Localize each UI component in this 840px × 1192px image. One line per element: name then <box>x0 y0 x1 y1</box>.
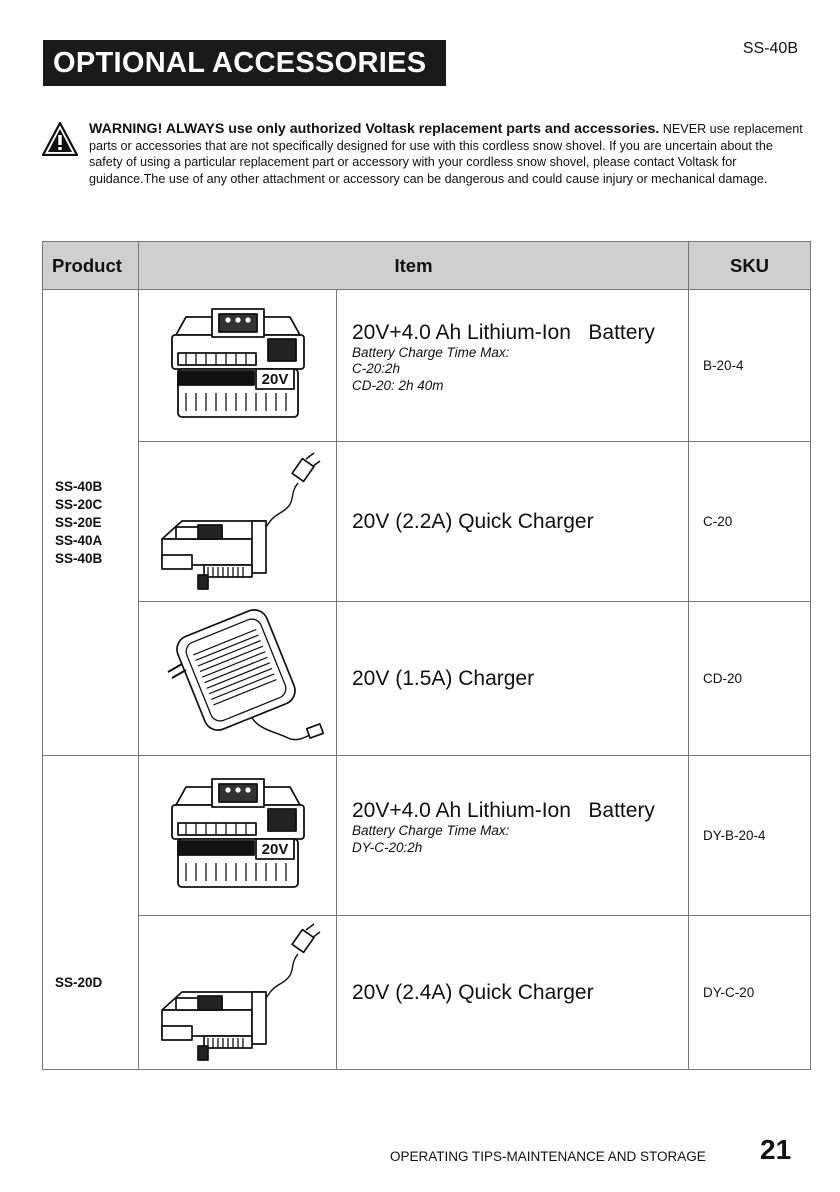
item-name: 20V (2.4A) Quick Charger <box>352 980 594 1004</box>
item-sku: C-20 <box>689 442 811 602</box>
warning-text <box>89 121 809 187</box>
model-name: SS-20D <box>55 974 103 990</box>
page-title: OPTIONAL ACCESSORIES <box>43 40 446 86</box>
header-item: Item <box>139 242 689 290</box>
model-name: SS-40A <box>55 532 103 548</box>
battery-voltage-label: 20V <box>261 840 288 858</box>
product-models <box>43 756 139 1070</box>
battery-voltage-label: 20V <box>261 370 288 388</box>
item-description <box>337 602 689 756</box>
item-image <box>139 442 337 602</box>
table-row <box>43 602 811 756</box>
quick-charger-icon <box>148 918 328 1068</box>
table-header-row <box>43 242 811 290</box>
item-description <box>337 756 689 916</box>
item-name: 20V+4.0 Ah Lithium-Ion Battery <box>352 799 655 822</box>
wall-charger-icon <box>148 606 328 752</box>
quick-charger-icon <box>148 447 328 597</box>
model-name: SS-40B <box>55 478 103 494</box>
item-image <box>139 290 337 442</box>
item-detail: CD-20: 2h 40m <box>352 377 444 393</box>
item-detail: Battery Charge Time Max: <box>352 823 510 838</box>
item-sku: B-20-4 <box>689 290 811 442</box>
table-row <box>43 290 811 442</box>
accessories-table <box>42 241 811 1070</box>
item-image <box>139 756 337 916</box>
model-code: SS-40B <box>742 40 798 57</box>
model-name: SS-20C <box>55 496 103 512</box>
model-name: SS-20E <box>55 514 102 530</box>
item-sku: CD-20 <box>689 602 811 756</box>
battery-icon <box>164 305 312 427</box>
battery-icon <box>164 775 312 897</box>
item-sku: DY-C-20 <box>689 916 811 1070</box>
item-name: 20V+4.0 Ah Lithium-Ion Battery <box>352 320 655 344</box>
item-description <box>337 916 689 1070</box>
table-row <box>43 756 811 916</box>
item-description <box>337 442 689 602</box>
item-name: 20V (2.2A) Quick Charger <box>352 509 594 533</box>
page-number: 21 <box>760 1134 792 1165</box>
header-sku: SKU <box>689 242 811 290</box>
item-image <box>139 602 337 756</box>
item-detail: Battery Charge Time Max: <box>352 344 510 360</box>
model-name: SS-40B <box>55 550 103 566</box>
footer-section: OPERATING TIPS-MAINTENANCE AND STORAGE <box>390 1149 706 1164</box>
product-models <box>43 290 139 756</box>
table-row <box>43 916 811 1070</box>
header-product: Product <box>43 242 139 290</box>
item-image <box>139 916 337 1070</box>
item-description <box>337 290 689 442</box>
warning-body: NEVER use replacement parts or accessories that are not specifically designed for use with this cordless snow shovel. If you are uncertain about the safety of using a particular replacement part or accessory with your cordless snow shovel, please contact Voltask for guidance.The use of any other attachment or accessory can be dangerous and could cause injury or mechanical damage. <box>89 122 803 186</box>
item-name: 20V (1.5A) Charger <box>352 666 535 690</box>
item-sku: DY-B-20-4 <box>689 756 811 916</box>
table-row <box>43 442 811 602</box>
warning-lead: WARNING! ALWAYS use only authorized Voltask replacement parts and accessories. <box>89 121 660 137</box>
item-detail: DY-C-20:2h <box>352 839 423 855</box>
warning-icon <box>42 122 78 156</box>
item-detail: C-20:2h <box>352 361 401 377</box>
